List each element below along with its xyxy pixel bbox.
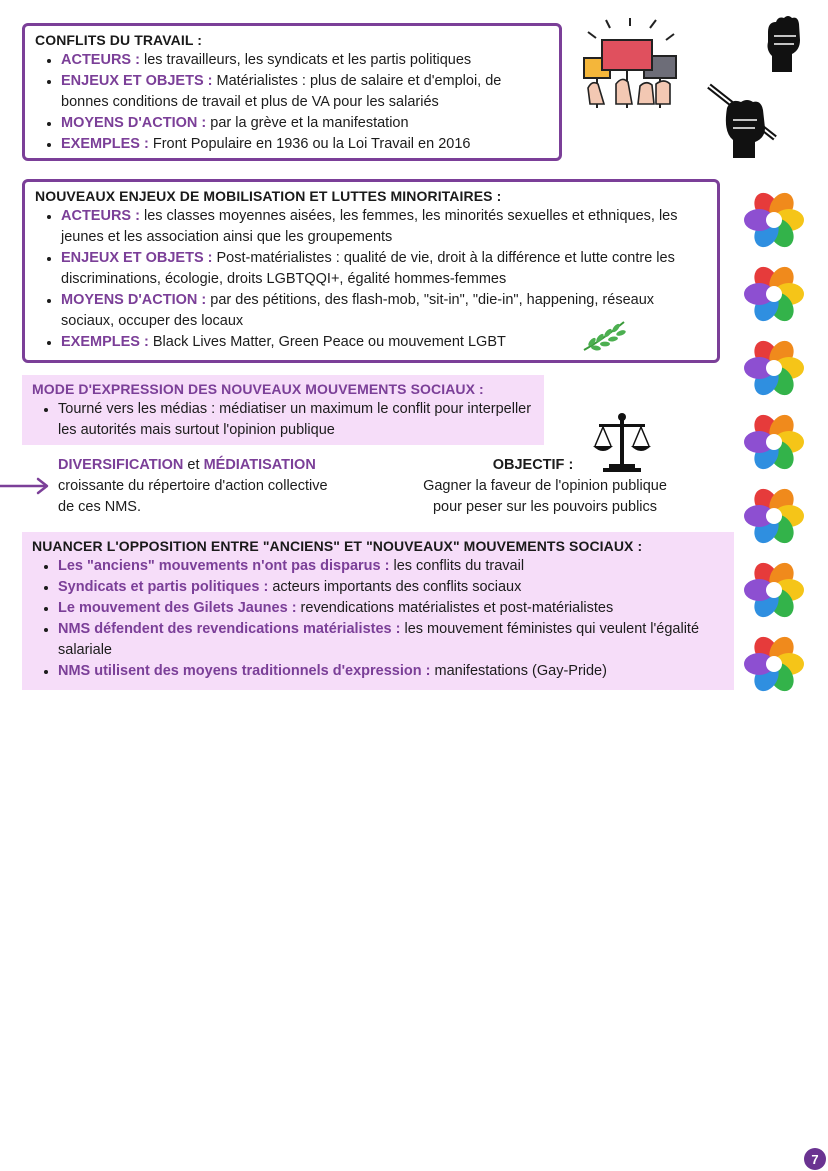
rainbow-flower-icon	[744, 486, 804, 546]
list-item: • MOYENS D'ACTION : par la grève et la manifestation	[61, 113, 549, 134]
objectif-line2: pour peser sur les pouvoirs publics	[432, 499, 658, 515]
list-item: • NMS utilisent des moyens traditionnels d'expression : manifestations (Gay-Pride)	[58, 661, 724, 682]
rainbow-flower-icon	[744, 560, 804, 620]
objectif-block	[380, 455, 710, 518]
flower-center	[766, 434, 782, 450]
protest-signs-icon	[580, 18, 680, 114]
page-number: 7	[804, 1148, 826, 1170]
objectif-label: OBJECTIF :	[492, 457, 574, 473]
list-item: • EXEMPLES : Front Populaire en 1936 ou la Loi Travail en 2016	[61, 134, 549, 155]
laurel-branch-icon	[580, 318, 628, 354]
list-item: • Les "anciens" mouvements n'ont pas disparus : les conflits du travail	[58, 556, 724, 577]
arrow-right-icon	[0, 477, 50, 495]
list-item: • Syndicats et partis politiques : acteurs importants des conflits sociaux	[58, 577, 724, 598]
list-item: • MOYENS D'ACTION : par des pétitions, des flash-mob, "sit-in", "die-in", happening, réseaux sociaux, occuper des locaux	[61, 290, 707, 332]
rainbow-flower-icon	[744, 412, 804, 472]
bullet-list	[35, 50, 549, 155]
flower-center	[766, 360, 782, 376]
diversification-text: DIVERSIFICATION et MÉDIATISATION croissante du répertoire d'action collective de ces NMS.	[58, 455, 358, 518]
section-nuancer-opposition	[22, 532, 734, 690]
list-item: • Tourné vers les médias : médiatiser un maximum le conflit pour interpeller les autorités mais surtout l'opinion publique	[58, 399, 534, 441]
diversification-body: croissante du répertoire d'action collective de ces NMS.	[58, 478, 328, 515]
rainbow-flower-icon	[744, 634, 804, 694]
rainbow-flower-icon	[744, 264, 804, 324]
objectif-line1: Gagner la faveur de l'opinion publique	[423, 478, 667, 494]
fist-pencil-icon	[705, 80, 785, 160]
raised-fist-icon	[760, 14, 806, 74]
section-title: NOUVEAUX ENJEUX DE MOBILISATION ET LUTTES MINORITAIRES :	[35, 188, 502, 204]
section-mode-expression	[22, 375, 544, 445]
bullet-list	[32, 556, 724, 682]
list-item: • Le mouvement des Gilets Jaunes : revendications matérialistes et post-matérialistes	[58, 598, 724, 619]
list-item: • EXEMPLES : Black Lives Matter, Green Peace ou mouvement LGBT	[61, 332, 707, 353]
section-conflits-travail	[22, 23, 562, 161]
flower-center	[766, 212, 782, 228]
section-title: CONFLITS DU TRAVAIL :	[35, 32, 202, 48]
list-item: • ACTEURS : les travailleurs, les syndicats et les partis politiques	[61, 50, 549, 71]
bullet-list	[32, 399, 534, 441]
list-item: • NMS défendent des revendications matérialistes : les mouvement féministes qui veulent l'égalité salariale	[58, 619, 724, 661]
list-item: • ENJEUX ET OBJETS : Post-matérialistes : qualité de vie, droit à la différence et lutte contre les discriminations, écologie, droits LGBTQQI+, égalité hommes-femmes	[61, 248, 707, 290]
flower-center	[766, 656, 782, 672]
list-item: • ENJEUX ET OBJETS : Matérialistes : plus de salaire et d'emploi, de bonnes conditions de travail et plus de VA pour les salariés	[61, 71, 549, 113]
rainbow-flower-icon	[744, 338, 804, 398]
rainbow-flower-icon	[744, 190, 804, 250]
flower-center	[766, 582, 782, 598]
list-item: • ACTEURS : les classes moyennes aisées, les femmes, les minorités sexuelles et ethniques, les jeunes et les association ainsi que les groupements	[61, 206, 707, 248]
section-title: NUANCER L'OPPOSITION ENTRE "ANCIENS" ET "NOUVEAUX" MOUVEMENTS SOCIAUX :	[32, 538, 643, 554]
flower-center	[766, 508, 782, 524]
flower-center	[766, 286, 782, 302]
section-title: MODE D'EXPRESSION DES NOUVEAUX MOUVEMENTS SOCIAUX :	[32, 381, 484, 397]
